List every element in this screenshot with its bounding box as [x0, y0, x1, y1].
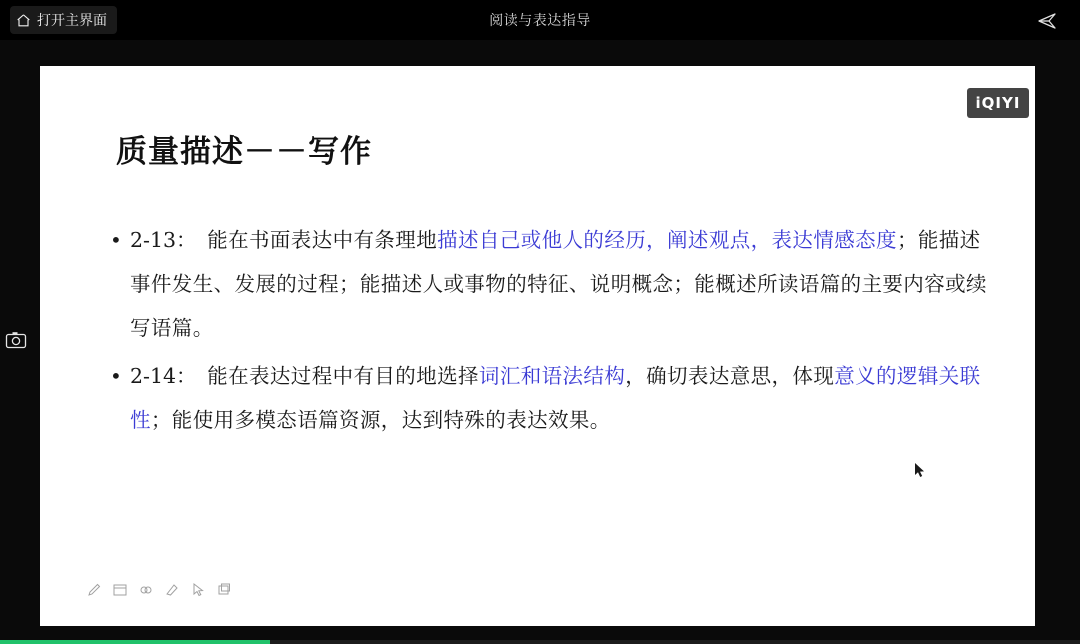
iqiyi-logo: [967, 88, 1029, 118]
bullet-text: 能在书面表达中有条理地: [186, 228, 438, 252]
mouse-cursor: [914, 462, 926, 478]
slide-title: 质量描述－－写作: [116, 134, 372, 170]
list-item: [108, 218, 998, 350]
list-item: [108, 354, 998, 442]
bullet-label: 2-13：: [130, 228, 187, 252]
bullet-text: ；能描述事件发生、发展的过程；能描述人或事物的特征、说明概念；能概述所读语篇的主要内容或续写语篇。: [130, 228, 987, 340]
left-rail: [0, 40, 32, 620]
pen-icon[interactable]: [86, 582, 102, 598]
bullet-label: 2-14：: [130, 364, 187, 388]
bullet-list: [108, 218, 998, 446]
logo-text: iQIYI: [975, 94, 1021, 112]
pointer-icon[interactable]: [190, 582, 206, 598]
progress-bar[interactable]: [0, 640, 1080, 644]
bullet-text-highlight: 词汇和语法结构: [478, 364, 626, 388]
camera-icon[interactable]: [5, 330, 27, 350]
bullet-text-highlight: 意义的逻辑关联性: [130, 364, 981, 432]
bullet-text: ，确切表达意思，体现: [625, 364, 835, 388]
home-icon: [16, 13, 31, 28]
progress-fill: [0, 640, 270, 644]
open-home-button[interactable]: [10, 6, 117, 34]
bullet-text: 能在表达过程中有目的地选择: [186, 364, 479, 388]
bullet-text-highlight: 描述自己或他人的经历，阐述观点，表达情感态度: [437, 228, 897, 252]
top-bar: [0, 0, 1080, 40]
annotation-toolbar: [86, 582, 232, 598]
shape-icon[interactable]: [216, 582, 232, 598]
color-icon[interactable]: [138, 582, 154, 598]
bullet-text: ；能使用多模态语篇资源，达到特殊的表达效果。: [150, 408, 611, 432]
open-home-label: 打开主界面: [37, 12, 107, 28]
send-icon[interactable]: [1036, 10, 1058, 32]
eraser-icon[interactable]: [164, 582, 180, 598]
page-title: 阅读与表达指导: [489, 12, 591, 28]
slide-content: [40, 66, 1035, 626]
note-icon[interactable]: [112, 582, 128, 598]
